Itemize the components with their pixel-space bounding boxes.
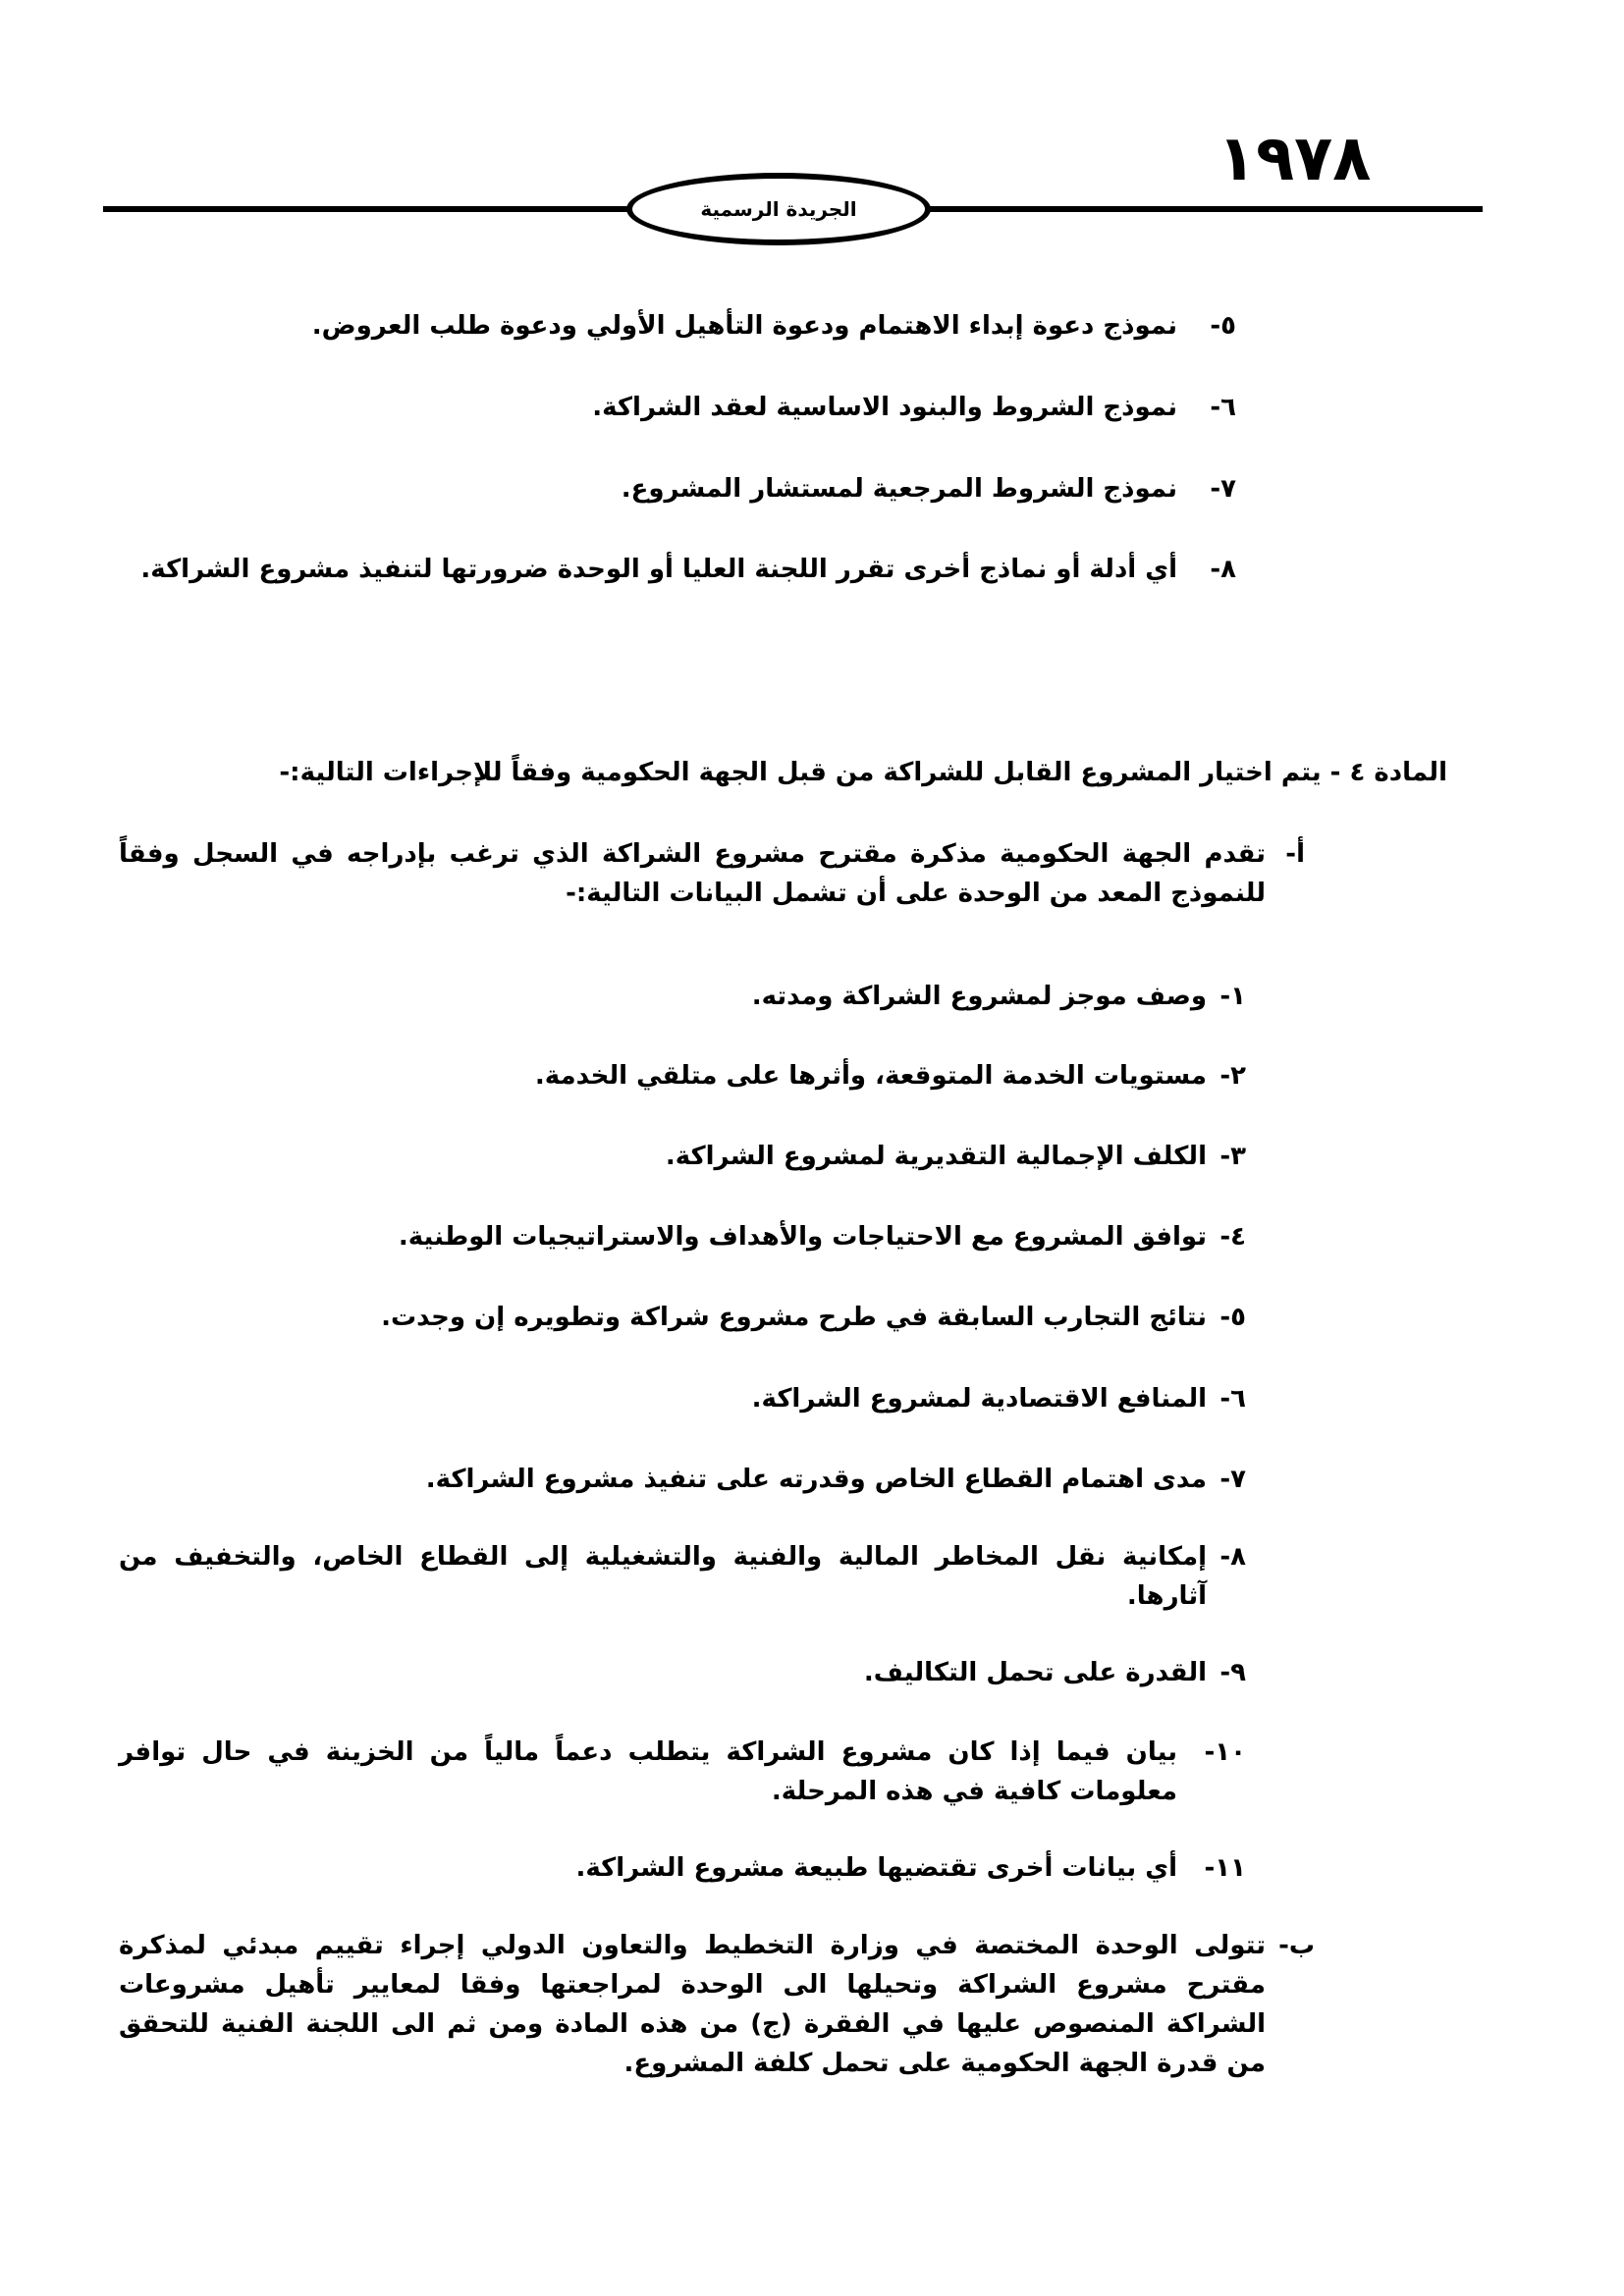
clause-marker: ب- xyxy=(1278,1931,1315,1960)
data-item-marker: ٣- xyxy=(1219,1142,1246,1171)
data-item-marker: ١١- xyxy=(1204,1853,1246,1883)
gazette-title-oval xyxy=(626,173,931,245)
data-item-text: إمكانية نقل المخاطر المالية والفنية والتشغيلية إلى القطاع الخاص، والتخفيف من آثارها. xyxy=(119,1542,1207,1611)
list-item-marker: ٦- xyxy=(1210,393,1236,422)
data-item-marker: ٤- xyxy=(1219,1222,1246,1252)
data-item-text: أي بيانات أخرى تقتضيها طبيعة مشروع الشراكة. xyxy=(575,1853,1177,1883)
data-item-text: نتائج التجارب السابقة في طرح مشروع شراكة وتطويره إن وجدت. xyxy=(381,1303,1207,1332)
list-item-marker: ٥- xyxy=(1210,311,1236,341)
list-item-marker: ٧- xyxy=(1210,474,1236,504)
article-heading: المادة ٤ - يتم اختيار المشروع القابل للشراكة من قبل الجهة الحكومية وفقاً للإجراءات التالية:- xyxy=(279,758,1447,787)
list-item-text: نموذج دعوة إبداء الاهتمام ودعوة التأهيل الأولي ودعوة طلب العروض. xyxy=(311,311,1177,341)
list-item-text: نموذج الشروط والبنود الاساسية لعقد الشراكة. xyxy=(592,393,1177,422)
data-item-marker: ٥- xyxy=(1219,1303,1246,1332)
list-item-text: أي أدلة أو نماذج أخرى تقرر اللجنة العليا أو الوحدة ضرورتها لتنفيذ مشروع الشراكة. xyxy=(140,555,1177,584)
list-item-text: نموذج الشروط المرجعية لمستشار المشروع. xyxy=(621,474,1177,504)
data-item-marker: ٨- xyxy=(1219,1542,1246,1572)
data-item-marker: ٢- xyxy=(1219,1061,1246,1091)
data-item-text: المنافع الاقتصادية لمشروع الشراكة. xyxy=(751,1384,1207,1414)
data-item-marker: ١٠- xyxy=(1204,1737,1246,1767)
data-item-marker: ٦- xyxy=(1219,1384,1246,1414)
data-item-text: بيان فيما إذا كان مشروع الشراكة يتطلب دعماً مالياً من الخزينة في حال توافر معلومات كافية في هذه المرحلة. xyxy=(119,1737,1177,1806)
list-item-marker: ٨- xyxy=(1210,555,1236,584)
data-item-text: توافق المشروع مع الاحتياجات والأهداف والاستراتيجيات الوطنية. xyxy=(398,1222,1207,1252)
data-item-marker: ٧- xyxy=(1219,1465,1246,1494)
clause-marker: أ- xyxy=(1285,839,1305,869)
page-number: ١٩٧٨ xyxy=(1218,123,1372,195)
clause-text: تتولى الوحدة المختصة في وزارة التخطيط والتعاون الدولي إجراء تقييم مبدئي لمذكرة مقترح مشروع الشراكة وتحيلها الى الوحدة لمراجعتها وفقا لمعايير تأهيل مشروعات الشراكة المنصوص عليها في الفقرة (ج) من هذه المادة ومن ثم الى اللجنة الفنية للتحقق من قدرة الجهة الحكومية على تحمل كلفة المشروع. xyxy=(119,1931,1266,2078)
data-item-text: القدرة على تحمل التكاليف. xyxy=(863,1658,1207,1687)
data-item-marker: ١- xyxy=(1219,982,1246,1011)
data-item-marker: ٩- xyxy=(1219,1658,1246,1687)
data-item-text: الكلف الإجمالية التقديرية لمشروع الشراكة. xyxy=(665,1142,1207,1171)
gazette-title: الجريدة الرسمية xyxy=(700,197,857,221)
clause-text: تقدم الجهة الحكومية مذكرة مقترح مشروع الشراكة الذي ترغب بإدراجه في السجل وفقاً للنموذج المعد من الوحدة على أن تشمل البيانات التالية:- xyxy=(119,839,1266,908)
data-item-text: وصف موجز لمشروع الشراكة ومدته. xyxy=(751,982,1207,1011)
data-item-text: مدى اهتمام القطاع الخاص وقدرته على تنفيذ مشروع الشراكة. xyxy=(425,1465,1207,1494)
data-item-text: مستويات الخدمة المتوقعة، وأثرها على متلقي الخدمة. xyxy=(534,1061,1207,1091)
